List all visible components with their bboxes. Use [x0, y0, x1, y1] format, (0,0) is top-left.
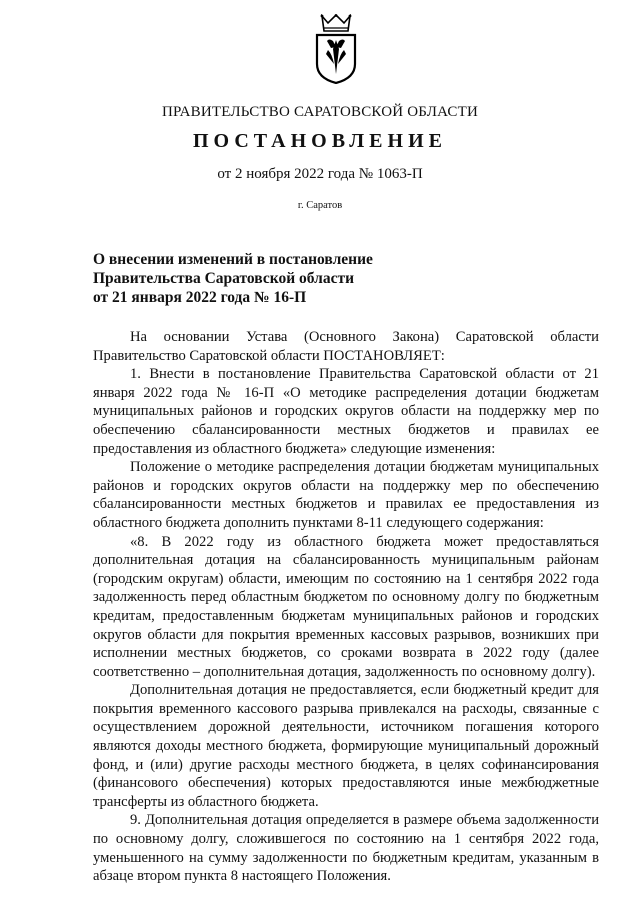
- document-date-number: от 2 ноября 2022 года № 1063-П: [217, 166, 423, 182]
- body-paragraph-item-9: 9. Дополнительная дотация определяется в размере объема задолженности по основному долгу, сложившегося по состоянию на 1 сентября 2022 года, уменьшенного на сумму задолженности по бюджетным кредитам, указанным в абзаце втором пункта 8 настоящего Положения.: [93, 812, 599, 885]
- document-city: г. Саратов: [297, 200, 343, 211]
- saratov-coat-of-arms-icon: [314, 14, 358, 84]
- document-type: ПОСТАНОВЛЕНИЕ: [193, 130, 447, 152]
- body-paragraph-preamble: На основании Устава (Основного Закона) Саратовской области Правительство Саратовской области ПОСТАНОВЛЯЕТ:: [93, 329, 599, 364]
- organization-name: ПРАВИТЕЛЬСТВО САРАТОВСКОЙ ОБЛАСТИ: [161, 104, 479, 120]
- title-line: Правительства Саратовской области: [93, 270, 354, 287]
- title-line: от 21 января 2022 года № 16-П: [93, 289, 307, 306]
- title-line: О внесении изменений в постановление: [93, 251, 373, 268]
- body-paragraph-item-8: «8. В 2022 году из областного бюджета может предоставляться дополнительная дотация на сбалансированность муниципальным районам (городским округам) области, имеющим по состоянию на 1 сентября 2022 года задолженность перед областным бюджетом по основному долгу по бюджетным кредитам, предоставленным бюджетам муниципальных районов и городских округов области для покрытия временных кассовых разрывов, возникших при исполнении местных бюджетов, со сроками возврата в 2022 году (далее соответственно – дополнительная дотация, задолженность по основному долгу).: [93, 533, 599, 680]
- body-paragraph-regulation: Положение о методике распределения дотации бюджетам муниципальных районов и городских округов области на поддержку мер по обеспечению сбалансированности местных бюджетов и правилах ее предоставления из областного бюджета дополнить пунктами 8-11 следующего содержания:: [93, 459, 599, 531]
- body-paragraph-item-1: 1. Внести в постановление Правительства Саратовской области от 21 января 2022 года № 16-П «О методике распределения дотации бюджетам муниципальных районов и городских округов области на поддержку мер по обеспечению сбалансированности местных бюджетов и правилах ее предоставления из областного бюджета» следующие изменения:: [93, 366, 599, 457]
- body-paragraph-item-8-exception: Дополнительная дотация не предоставляется, если бюджетный кредит для покрытия временного кассового разрыва привлекался на расходы, связанные с осуществлением дорожной деятельности, источником погашения которого являются доходы местного бюджета, формирующие муниципальный дорожный фонд, и (или) другие расходы местного бюджета, в целях софинансирования (финансового обеспечения) которых предоставляются иные межбюджетные трансферты из областного бюджета.: [93, 682, 599, 810]
- document-title: [93, 250, 453, 307]
- document-body: [93, 328, 599, 886]
